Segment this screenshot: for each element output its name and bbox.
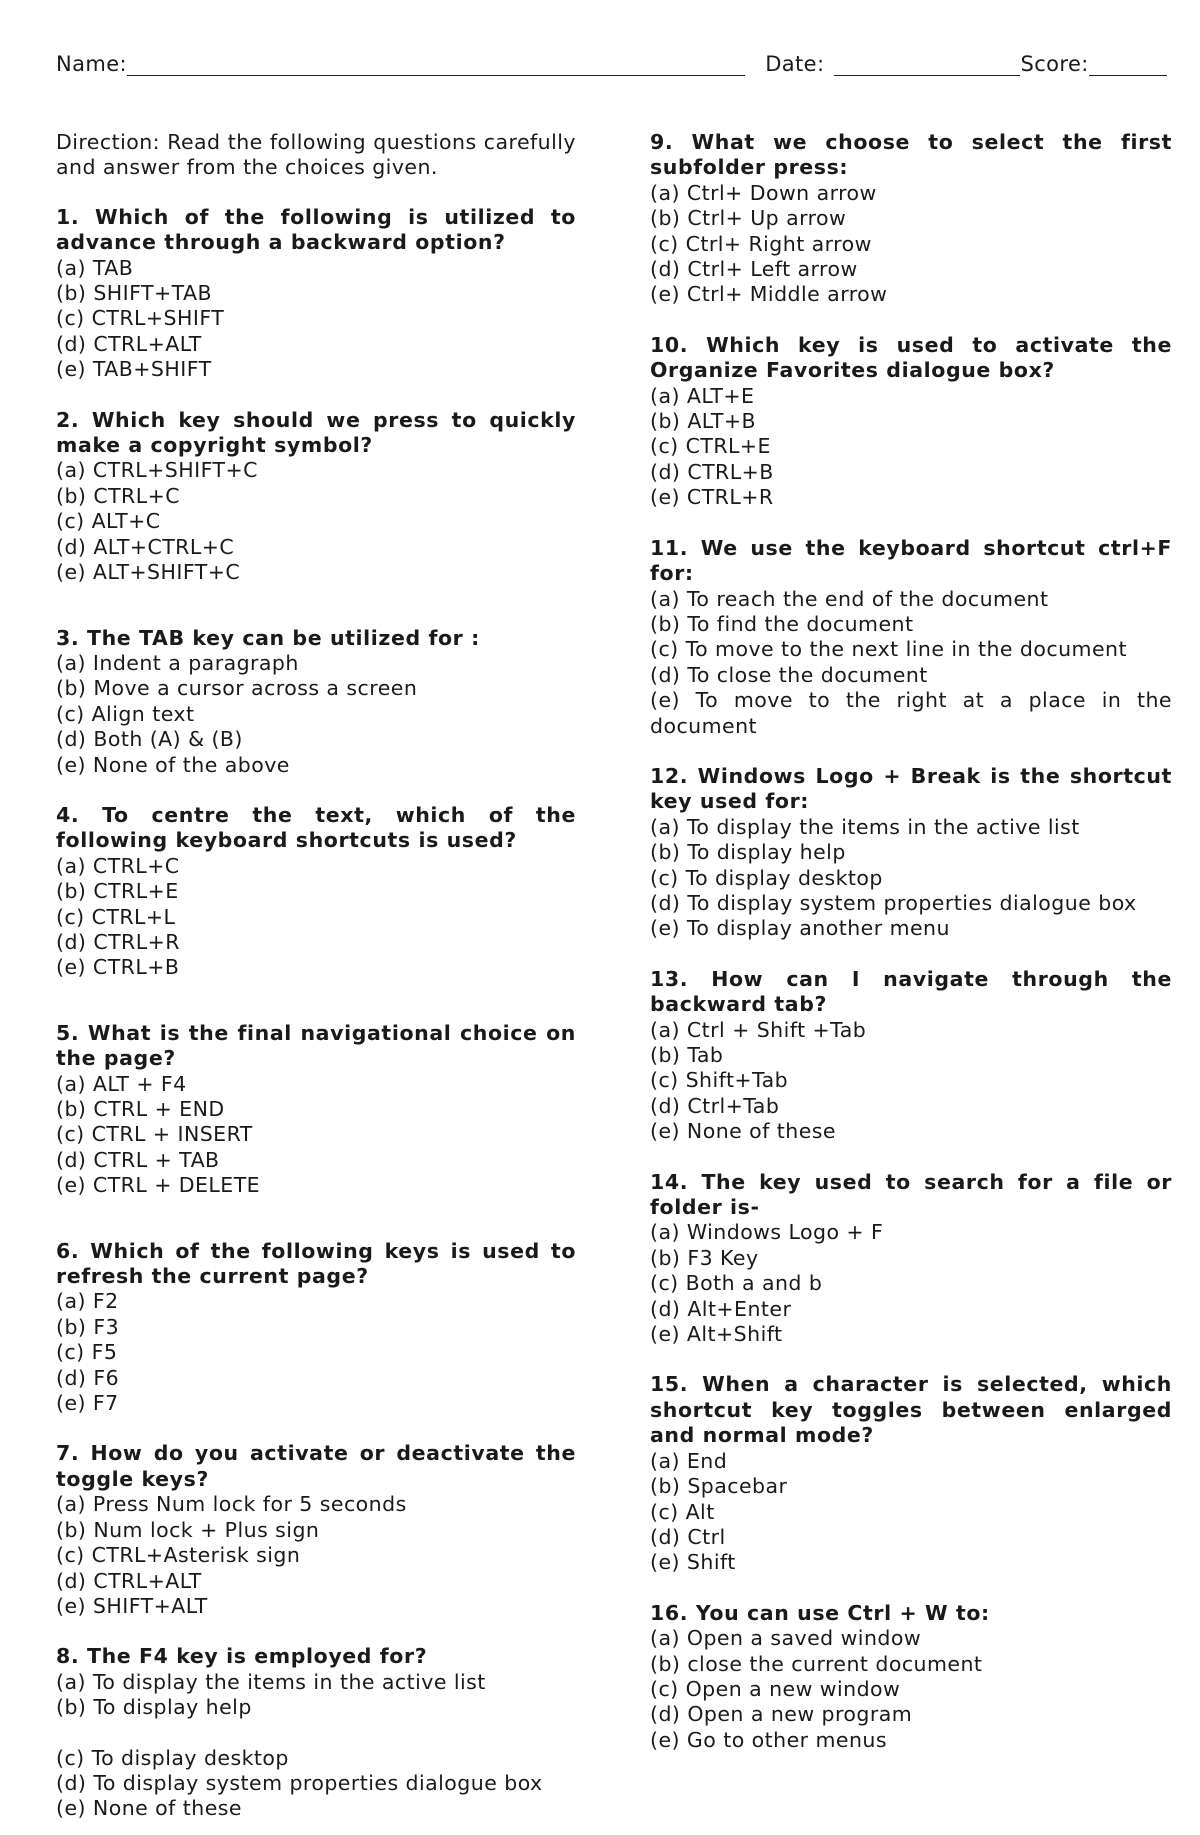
question-block	[56, 1021, 576, 1199]
name-blank	[127, 53, 745, 76]
option: (d) To close the document	[650, 662, 928, 687]
option: (d) Alt+Enter	[650, 1296, 792, 1321]
question-block	[650, 1372, 1172, 1575]
option: (c) Align text	[56, 701, 195, 726]
option: (a) End	[650, 1448, 728, 1473]
option: (b) CTRL+C	[56, 483, 181, 508]
option: (a) Indent a paragraph	[56, 650, 299, 675]
option: (b) Num lock + Plus sign	[56, 1517, 320, 1542]
question-text: 7. How do you activate or deactivate the toggle keys?	[56, 1441, 576, 1491]
option: (b) To display help	[650, 840, 846, 865]
question-block	[56, 1644, 576, 1821]
option: (d) CTRL+R	[56, 929, 180, 954]
question-text: 12. Windows Logo + Break is the shortcut key used for:	[650, 763, 1172, 814]
option: (d) To display system properties dialogue box	[56, 1770, 543, 1795]
option: (b) F3 Key	[650, 1245, 759, 1270]
option: (d) CTRL+ALT	[56, 1568, 202, 1593]
question-block	[56, 626, 576, 778]
option: (b) close the current document	[650, 1651, 983, 1676]
question-text: 10. Which key is used to activate the Organize Favorites dialogue box?	[650, 332, 1172, 383]
option: (a) To display the items in the active list	[56, 1669, 486, 1694]
right-column	[650, 130, 1172, 1753]
option: (c) Ctrl+ Right arrow	[650, 231, 872, 256]
question-text: 11. We use the keyboard shortcut ctrl+F for:	[650, 535, 1172, 586]
option: (c) CTRL+Asterisk sign	[56, 1543, 301, 1568]
question-block	[56, 1441, 576, 1619]
date-blank	[834, 53, 1020, 76]
option: (c) CTRL + INSERT	[56, 1122, 253, 1147]
question-block	[650, 764, 1172, 942]
option: (b) Ctrl+ Up arrow	[650, 206, 847, 231]
option: (d) To display system properties dialogue box	[650, 890, 1137, 915]
option: (d) Ctrl	[650, 1524, 726, 1549]
option: (e) None of these	[56, 1796, 242, 1821]
question-block	[650, 1170, 1172, 1348]
option: (a) Windows Logo + F	[650, 1220, 884, 1245]
option: (e) Alt+Shift	[650, 1322, 783, 1347]
option: (e) To display another menu	[650, 916, 950, 941]
option: (e) SHIFT+ALT	[56, 1593, 208, 1618]
option: (c) CTRL+L	[56, 904, 176, 929]
option: (a) To display the items in the active list	[650, 814, 1080, 839]
option: (e) Ctrl+ Middle arrow	[650, 282, 888, 307]
option: (c) CTRL+E	[650, 434, 771, 459]
question-text: 3. The TAB key can be utilized for :	[56, 625, 480, 650]
option: (b) SHIFT+TAB	[56, 281, 212, 306]
option: (b) F3	[56, 1314, 120, 1339]
question-text: 4. To centre the text, which of the following keyboard shortcuts is used?	[56, 802, 576, 853]
question-block	[650, 536, 1172, 739]
date-label: Date:	[765, 52, 825, 76]
question-text: 6. Which of the following keys is used to refresh the current page?	[56, 1238, 576, 1289]
option: (d) Ctrl+ Left arrow	[650, 257, 858, 282]
question-text: 13. How can I navigate through the backward tab?	[650, 966, 1172, 1017]
option: (e) ALT+SHIFT+C	[56, 560, 241, 585]
option: (b) CTRL + END	[56, 1097, 225, 1121]
option: (a) ALT + F4	[56, 1071, 187, 1096]
option: (b) Move a cursor across a screen	[56, 676, 418, 701]
option: (e) F7	[56, 1391, 119, 1416]
option: (c) ALT+C	[56, 509, 161, 534]
option: (e) CTRL + DELETE	[56, 1173, 261, 1198]
option: (e) None of the above	[56, 752, 290, 777]
question-block	[650, 333, 1172, 511]
question-text: 15. When a character is selected, which shortcut key toggles between enlarged and normal mode?	[650, 1372, 1172, 1448]
option: (d) Ctrl+Tab	[650, 1093, 780, 1118]
option: (d) F6	[56, 1365, 120, 1390]
question-block	[650, 967, 1172, 1145]
option: (a) ALT+E	[650, 383, 755, 408]
option: (c) Alt	[650, 1499, 715, 1524]
option: (e) CTRL+B	[56, 955, 180, 980]
option: (a) CTRL+C	[56, 853, 180, 878]
option: (c) Shift+Tab	[650, 1068, 789, 1093]
option: (d) Both (A) & (B)	[56, 727, 243, 752]
option: (c) CTRL+SHIFT	[56, 306, 225, 331]
option: (e) None of these	[650, 1119, 836, 1144]
option: (c) Both a and b	[650, 1271, 823, 1296]
option: (c) To display desktop	[56, 1745, 289, 1770]
question-text: 14. The key used to search for a file or folder is-	[650, 1169, 1172, 1220]
option: (d) Open a new program	[650, 1702, 913, 1727]
option: (e) CTRL+R	[650, 485, 774, 510]
question-block	[56, 205, 576, 383]
option: (b) Spacebar	[650, 1474, 788, 1499]
question-text: 2. Which key should we press to quickly make a copyright symbol?	[56, 407, 576, 458]
option: (a) CTRL+SHIFT+C	[56, 458, 258, 483]
option: (e) To move to the right at a place in the document	[650, 688, 1172, 738]
left-column	[56, 130, 576, 1822]
question-block	[650, 1601, 1172, 1753]
worksheet-header	[56, 52, 1148, 76]
question-block	[56, 1239, 576, 1417]
option: (c) Open a new window	[650, 1676, 901, 1701]
question-block	[56, 408, 576, 586]
option: (d) CTRL+B	[650, 459, 774, 484]
option: (a) Ctrl + Shift +Tab	[650, 1017, 867, 1042]
question-block	[650, 130, 1172, 308]
score-blank	[1089, 53, 1167, 76]
option: (a) To reach the end of the document	[650, 586, 1049, 611]
option: (d) CTRL+ALT	[56, 331, 202, 356]
option: (e) Go to other menus	[650, 1727, 887, 1752]
question-text: 16. You can use Ctrl + W to:	[650, 1600, 990, 1625]
score-label: Score:	[1020, 52, 1089, 76]
question-text: 5. What is the final navigational choice on the page?	[56, 1020, 576, 1071]
option: (a) Press Num lock for 5 seconds	[56, 1492, 407, 1517]
option: (a) TAB	[56, 255, 134, 280]
option: (d) CTRL + TAB	[56, 1147, 220, 1172]
option: (c) F5	[56, 1340, 118, 1365]
option: (d) ALT+CTRL+C	[56, 534, 235, 559]
option: (b) To find the document	[650, 611, 914, 636]
directions: Direction: Read the following questions carefully and answer from the choices given.	[56, 130, 576, 180]
question-text: 1. Which of the following is utilized to advance through a backward option?	[56, 204, 576, 255]
option: (b) To display help	[56, 1695, 252, 1720]
option: (c) To move to the next line in the document	[650, 637, 1127, 662]
option: (e) TAB+SHIFT	[56, 357, 212, 382]
question-text: 8. The F4 key is employed for?	[56, 1644, 428, 1669]
option: (a) Open a saved window	[650, 1626, 922, 1651]
option: (e) Shift	[650, 1550, 736, 1575]
option: (a) F2	[56, 1289, 119, 1314]
option: (a) Ctrl+ Down arrow	[650, 180, 877, 205]
option: (c) To display desktop	[650, 865, 883, 890]
option: (b) CTRL+E	[56, 879, 179, 904]
name-label: Name:	[56, 52, 128, 76]
option: (b) Tab	[650, 1043, 724, 1067]
question-text: 9. What we choose to select the first subfolder press:	[650, 130, 1172, 180]
question-block	[56, 803, 576, 981]
option: (b) ALT+B	[650, 409, 756, 434]
